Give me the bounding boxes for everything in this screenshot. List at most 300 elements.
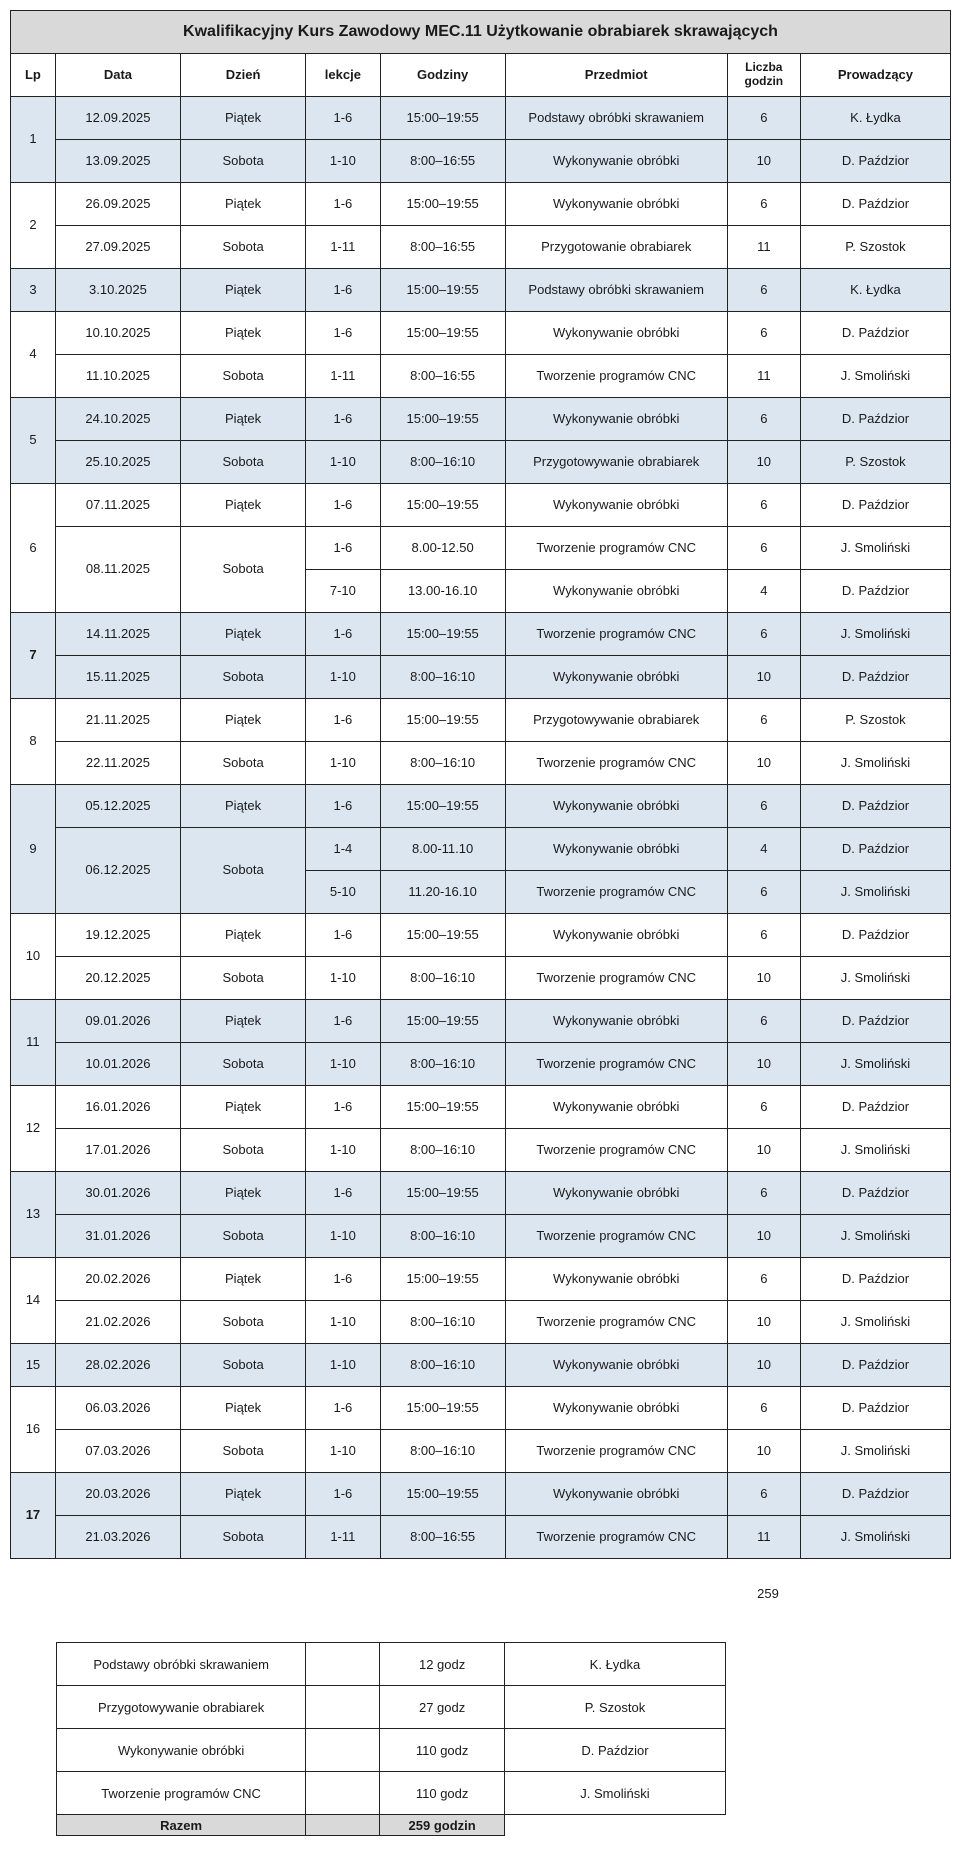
summary-subject: Podstawy obróbki skrawaniem [57,1643,306,1686]
hour-count-cell: 11 [727,355,800,398]
lessons-cell: 1-6 [306,398,380,441]
summary-total-row [57,1815,726,1836]
subject-cell: Wykonywanie obróbki [505,398,727,441]
day-cell: Sobota [181,742,306,785]
date-cell: 21.02.2026 [55,1301,180,1344]
hour-count-cell: 6 [727,312,800,355]
day-cell: Piątek [181,183,306,226]
row-number: 5 [11,398,56,484]
subject-cell: Wykonywanie obróbki [505,1000,727,1043]
hours-cell: 11.20-16.10 [380,871,505,914]
subject-cell: Podstawy obróbki skrawaniem [505,269,727,312]
teacher-cell: D. Paździor [800,1172,950,1215]
table-row [11,1043,951,1086]
summary-hours: 110 godz [380,1772,505,1815]
teacher-cell: D. Paździor [800,1473,950,1516]
subject-cell: Przygotowywanie obrabiarek [505,699,727,742]
date-cell: 3.10.2025 [55,269,180,312]
summary-table [56,1642,726,1836]
date-cell: 15.11.2025 [55,656,180,699]
hour-count-cell: 11 [727,226,800,269]
row-number: 2 [11,183,56,269]
date-cell: 31.01.2026 [55,1215,180,1258]
date-cell: 11.10.2025 [55,355,180,398]
hours-cell: 15:00–19:55 [380,1086,505,1129]
lessons-cell: 1-10 [306,1301,380,1344]
subject-cell: Wykonywanie obróbki [505,828,727,871]
table-row [11,1473,951,1516]
lessons-cell: 1-6 [306,1258,380,1301]
summary-subject: Tworzenie programów CNC [57,1772,306,1815]
day-cell: Sobota [181,1043,306,1086]
date-cell: 10.10.2025 [55,312,180,355]
day-cell: Sobota [181,1430,306,1473]
subject-cell: Wykonywanie obróbki [505,140,727,183]
lessons-cell: 1-6 [306,183,380,226]
table-row [11,140,951,183]
hour-count-cell: 6 [727,183,800,226]
date-cell: 28.02.2026 [55,1344,180,1387]
row-number: 3 [11,269,56,312]
summary-teacher: P. Szostok [504,1686,725,1729]
summary-row [57,1729,726,1772]
hours-cell: 8:00–16:10 [380,1129,505,1172]
lessons-cell: 1-11 [306,355,380,398]
date-cell: 07.03.2026 [55,1430,180,1473]
date-cell: 14.11.2025 [55,613,180,656]
teacher-cell: D. Paździor [800,656,950,699]
summary-blank [306,1686,380,1729]
table-row [11,312,951,355]
teacher-cell: D. Paździor [800,140,950,183]
lessons-cell: 1-10 [306,1129,380,1172]
hours-cell: 8:00–16:10 [380,1301,505,1344]
table-row [11,1301,951,1344]
summary-hours: 27 godz [380,1686,505,1729]
day-cell: Piątek [181,398,306,441]
subject-cell: Tworzenie programów CNC [505,1301,727,1344]
subject-cell: Przygotowywanie obrabiarek [505,441,727,484]
hour-count-cell: 11 [727,1516,800,1559]
day-cell: Sobota [181,957,306,1000]
table-row [11,527,951,570]
subject-cell: Wykonywanie obróbki [505,1473,727,1516]
row-number: 1 [11,97,56,183]
subject-cell: Wykonywanie obróbki [505,1387,727,1430]
header-hours: Godziny [380,54,505,97]
subject-cell: Tworzenie programów CNC [505,1430,727,1473]
hours-cell: 8:00–16:10 [380,1430,505,1473]
table-row [11,1258,951,1301]
lessons-cell: 1-10 [306,441,380,484]
subject-cell: Wykonywanie obróbki [505,312,727,355]
date-cell: 13.09.2025 [55,140,180,183]
subject-cell: Wykonywanie obróbki [505,183,727,226]
table-row [11,1086,951,1129]
subject-cell: Wykonywanie obróbki [505,1172,727,1215]
subject-cell: Podstawy obróbki skrawaniem [505,97,727,140]
row-number: 7 [11,613,56,699]
table-row [11,484,951,527]
day-cell: Piątek [181,1473,306,1516]
hours-cell: 15:00–19:55 [380,484,505,527]
row-number: 12 [11,1086,56,1172]
date-cell: 12.09.2025 [55,97,180,140]
teacher-cell: J. Smoliński [800,1043,950,1086]
hour-count-cell: 6 [727,398,800,441]
teacher-cell: J. Smoliński [800,871,950,914]
day-cell: Sobota [181,527,306,613]
teacher-cell: D. Paździor [800,1387,950,1430]
date-cell: 20.12.2025 [55,957,180,1000]
teacher-cell: D. Paździor [800,1086,950,1129]
teacher-cell: J. Smoliński [800,1301,950,1344]
hour-count-cell: 4 [727,828,800,871]
day-cell: Piątek [181,613,306,656]
table-row [11,269,951,312]
hour-count-cell: 10 [727,1430,800,1473]
teacher-cell: P. Szostok [800,699,950,742]
lessons-cell: 1-10 [306,1430,380,1473]
date-cell: 19.12.2025 [55,914,180,957]
table-row [11,828,951,871]
row-number: 15 [11,1344,56,1387]
date-cell: 21.11.2025 [55,699,180,742]
lessons-cell: 1-10 [306,742,380,785]
table-row [11,957,951,1000]
hours-cell: 8:00–16:10 [380,656,505,699]
lessons-cell: 7-10 [306,570,380,613]
hours-cell: 15:00–19:55 [380,613,505,656]
header-teacher: Prowadzący [800,54,950,97]
lessons-cell: 1-6 [306,1086,380,1129]
lessons-cell: 1-6 [306,699,380,742]
teacher-cell: D. Paździor [800,484,950,527]
teacher-cell: P. Szostok [800,226,950,269]
lessons-cell: 1-6 [306,484,380,527]
summary-row [57,1686,726,1729]
teacher-cell: J. Smoliński [800,1215,950,1258]
day-cell: Sobota [181,355,306,398]
teacher-cell: D. Paździor [800,914,950,957]
summary-total-label: Razem [57,1815,306,1836]
teacher-cell: K. Łydka [800,97,950,140]
summary-total-hours: 259 godzin [380,1815,505,1836]
lessons-cell: 1-6 [306,1172,380,1215]
day-cell: Sobota [181,1129,306,1172]
date-cell: 30.01.2026 [55,1172,180,1215]
hour-count-cell: 6 [727,97,800,140]
day-cell: Piątek [181,484,306,527]
day-cell: Piątek [181,1387,306,1430]
teacher-cell: J. Smoliński [800,355,950,398]
hours-cell: 8:00–16:10 [380,441,505,484]
subject-cell: Tworzenie programów CNC [505,742,727,785]
lessons-cell: 1-10 [306,1344,380,1387]
table-row [11,914,951,957]
lessons-cell: 1-6 [306,1387,380,1430]
hour-count-cell: 6 [727,871,800,914]
lessons-cell: 1-11 [306,226,380,269]
hours-cell: 8:00–16:55 [380,355,505,398]
summary-blank [306,1643,380,1686]
summary-teacher: D. Paździor [504,1729,725,1772]
summary-hours: 12 godz [380,1643,505,1686]
row-number: 11 [11,1000,56,1086]
subject-cell: Tworzenie programów CNC [505,1516,727,1559]
table-row [11,1215,951,1258]
subject-cell: Tworzenie programów CNC [505,957,727,1000]
day-cell: Piątek [181,97,306,140]
teacher-cell: D. Paździor [800,785,950,828]
teacher-cell: J. Smoliński [800,613,950,656]
header-day: Dzień [181,54,306,97]
hour-count-cell: 6 [727,613,800,656]
hour-count-cell: 6 [727,527,800,570]
lessons-cell: 1-6 [306,914,380,957]
hour-count-cell: 6 [727,1387,800,1430]
lessons-cell: 1-6 [306,1473,380,1516]
lessons-cell: 1-10 [306,957,380,1000]
teacher-cell: J. Smoliński [800,527,950,570]
table-row [11,699,951,742]
summary-hours: 110 godz [380,1729,505,1772]
day-cell: Piątek [181,1258,306,1301]
subject-cell: Tworzenie programów CNC [505,355,727,398]
hours-cell: 8:00–16:10 [380,1215,505,1258]
table-row [11,1129,951,1172]
date-cell: 20.02.2026 [55,1258,180,1301]
table-row [11,398,951,441]
hour-count-cell: 10 [727,1301,800,1344]
hours-cell: 15:00–19:55 [380,312,505,355]
lessons-cell: 1-10 [306,1215,380,1258]
hour-count-cell: 10 [727,1344,800,1387]
subject-cell: Tworzenie programów CNC [505,527,727,570]
row-number: 8 [11,699,56,785]
teacher-cell: D. Paździor [800,398,950,441]
teacher-cell: J. Smoliński [800,1129,950,1172]
hour-count-cell: 6 [727,269,800,312]
hours-cell: 8:00–16:10 [380,1344,505,1387]
header-lessons: lekcje [306,54,380,97]
hour-count-cell: 6 [727,1258,800,1301]
hour-count-cell: 10 [727,742,800,785]
summary-total-blank [306,1815,380,1836]
hour-count-cell: 6 [727,484,800,527]
lessons-cell: 1-6 [306,97,380,140]
summary-row [57,1643,726,1686]
schedule-body [11,97,951,1559]
subject-cell: Wykonywanie obróbki [505,1344,727,1387]
schedule-table [10,10,951,1559]
hours-cell: 15:00–19:55 [380,914,505,957]
summary-blank [306,1729,380,1772]
hours-cell: 15:00–19:55 [380,97,505,140]
row-number: 4 [11,312,56,398]
lessons-cell: 1-6 [306,312,380,355]
hour-count-cell: 6 [727,1086,800,1129]
hour-count-cell: 6 [727,1000,800,1043]
date-cell: 09.01.2026 [55,1000,180,1043]
teacher-cell: D. Paździor [800,1258,950,1301]
day-cell: Piątek [181,1086,306,1129]
teacher-cell: J. Smoliński [800,1430,950,1473]
day-cell: Piątek [181,1000,306,1043]
subject-cell: Tworzenie programów CNC [505,871,727,914]
summary-blank [306,1772,380,1815]
subject-cell: Przygotowanie obrabiarek [505,226,727,269]
teacher-cell: D. Paździor [800,570,950,613]
hours-cell: 8:00–16:55 [380,140,505,183]
date-cell: 07.11.2025 [55,484,180,527]
date-cell: 10.01.2026 [55,1043,180,1086]
day-cell: Sobota [181,1344,306,1387]
day-cell: Piątek [181,914,306,957]
hours-cell: 15:00–19:55 [380,1172,505,1215]
hours-cell: 8:00–16:10 [380,742,505,785]
day-cell: Piątek [181,785,306,828]
table-row [11,1387,951,1430]
hours-cell: 15:00–19:55 [380,1387,505,1430]
lessons-cell: 5-10 [306,871,380,914]
hour-count-cell: 6 [727,914,800,957]
header-lp: Lp [11,54,56,97]
table-row [11,183,951,226]
hour-count-cell: 10 [727,1215,800,1258]
date-cell: 05.12.2025 [55,785,180,828]
row-number: 16 [11,1387,56,1473]
teacher-cell: P. Szostok [800,441,950,484]
hours-cell: 15:00–19:55 [380,1473,505,1516]
teacher-cell: J. Smoliński [800,1516,950,1559]
subject-cell: Wykonywanie obróbki [505,1086,727,1129]
day-cell: Piątek [181,269,306,312]
date-cell: 24.10.2025 [55,398,180,441]
subject-cell: Tworzenie programów CNC [505,1215,727,1258]
hours-total: 259 [757,1586,779,1601]
subject-cell: Wykonywanie obróbki [505,1258,727,1301]
hour-count-cell: 6 [727,1172,800,1215]
lessons-cell: 1-10 [306,140,380,183]
header-date: Data [55,54,180,97]
day-cell: Sobota [181,1301,306,1344]
summary-row [57,1772,726,1815]
table-row [11,1516,951,1559]
table-row [11,355,951,398]
date-cell: 20.03.2026 [55,1473,180,1516]
subject-cell: Tworzenie programów CNC [505,1043,727,1086]
header-subject: Przedmiot [505,54,727,97]
lessons-cell: 1-10 [306,656,380,699]
page-title: Kwalifikacyjny Kurs Zawodowy MEC.11 Użytkowanie obrabiarek skrawających [11,11,951,54]
header-hour-count: Liczba godzin [727,54,800,97]
date-cell: 16.01.2026 [55,1086,180,1129]
hours-cell: 15:00–19:55 [380,699,505,742]
hour-count-cell: 10 [727,441,800,484]
teacher-cell: J. Smoliński [800,742,950,785]
table-row [11,1000,951,1043]
row-number: 14 [11,1258,56,1344]
subject-cell: Wykonywanie obróbki [505,484,727,527]
lessons-cell: 1-6 [306,613,380,656]
table-row [11,613,951,656]
row-number: 6 [11,484,56,613]
summary-subject: Przygotowywanie obrabiarek [57,1686,306,1729]
hour-count-cell: 4 [727,570,800,613]
day-cell: Piątek [181,312,306,355]
subject-cell: Wykonywanie obróbki [505,656,727,699]
summary-teacher: J. Smoliński [504,1772,725,1815]
subject-cell: Tworzenie programów CNC [505,1129,727,1172]
summary-body [57,1643,726,1815]
day-cell: Piątek [181,1172,306,1215]
day-cell: Piątek [181,699,306,742]
lessons-cell: 1-6 [306,269,380,312]
teacher-cell: D. Paździor [800,1000,950,1043]
subject-cell: Wykonywanie obróbki [505,570,727,613]
hours-cell: 8:00–16:10 [380,957,505,1000]
subject-cell: Wykonywanie obróbki [505,914,727,957]
table-row [11,785,951,828]
hours-cell: 8.00-12.50 [380,527,505,570]
hours-cell: 15:00–19:55 [380,1000,505,1043]
hours-cell: 15:00–19:55 [380,785,505,828]
date-cell: 08.11.2025 [55,527,180,613]
table-row [11,1344,951,1387]
table-row [11,656,951,699]
hours-cell: 13.00-16.10 [380,570,505,613]
teacher-cell: D. Paździor [800,1344,950,1387]
row-number: 13 [11,1172,56,1258]
hours-cell: 15:00–19:55 [380,269,505,312]
day-cell: Sobota [181,140,306,183]
day-cell: Sobota [181,828,306,914]
row-number: 17 [11,1473,56,1559]
hours-cell: 8:00–16:55 [380,226,505,269]
hour-count-cell: 6 [727,1473,800,1516]
date-cell: 17.01.2026 [55,1129,180,1172]
date-cell: 06.12.2025 [55,828,180,914]
table-row [11,441,951,484]
date-cell: 27.09.2025 [55,226,180,269]
table-row [11,226,951,269]
teacher-cell: J. Smoliński [800,957,950,1000]
table-row [11,1430,951,1473]
hour-count-cell: 6 [727,785,800,828]
subject-cell: Tworzenie programów CNC [505,613,727,656]
lessons-cell: 1-10 [306,1043,380,1086]
row-number: 9 [11,785,56,914]
date-cell: 21.03.2026 [55,1516,180,1559]
day-cell: Sobota [181,1215,306,1258]
teacher-cell: D. Paździor [800,312,950,355]
hours-cell: 15:00–19:55 [380,183,505,226]
summary-teacher: K. Łydka [504,1643,725,1686]
hour-count-cell: 10 [727,1043,800,1086]
hour-count-cell: 10 [727,656,800,699]
date-cell: 22.11.2025 [55,742,180,785]
hour-count-cell: 10 [727,957,800,1000]
lessons-cell: 1-6 [306,1000,380,1043]
hours-cell: 15:00–19:55 [380,398,505,441]
hour-count-cell: 10 [727,140,800,183]
day-cell: Sobota [181,1516,306,1559]
hours-cell: 8.00-11.10 [380,828,505,871]
hours-cell: 8:00–16:10 [380,1043,505,1086]
lessons-cell: 1-4 [306,828,380,871]
table-row [11,1172,951,1215]
